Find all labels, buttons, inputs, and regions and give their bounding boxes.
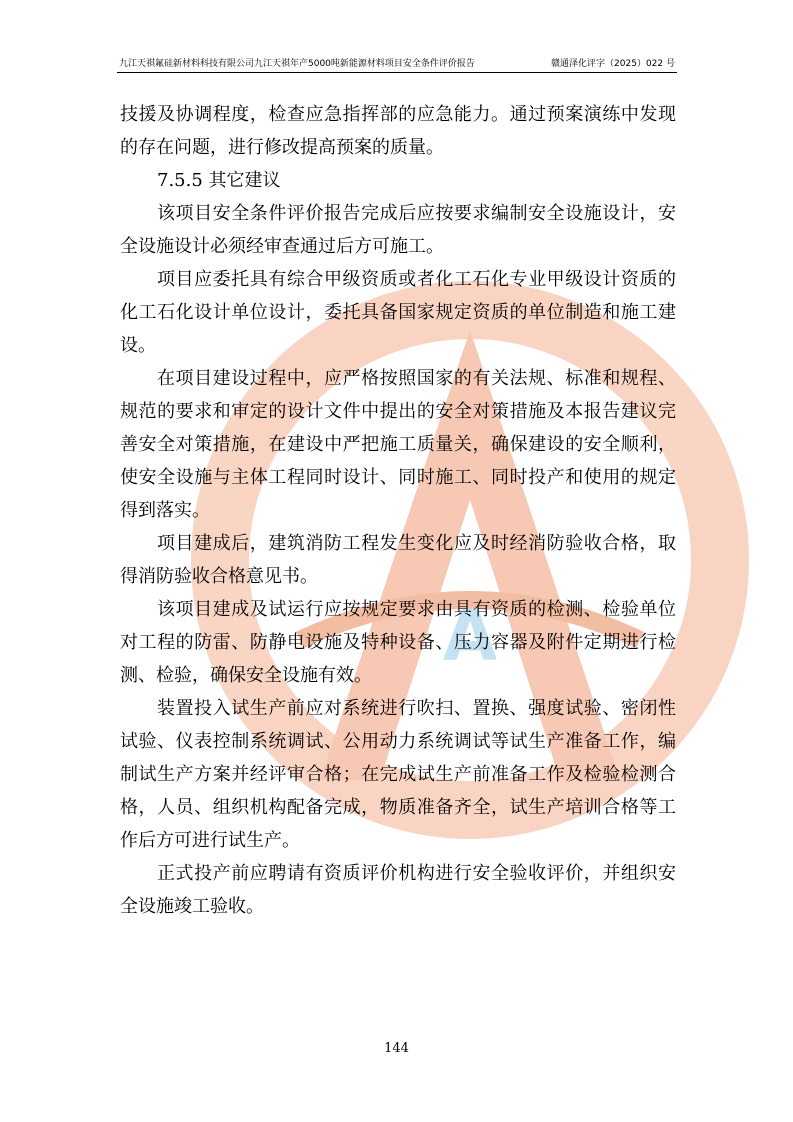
section-heading: 7.5.5 其它建议 [157, 170, 281, 191]
paragraph: 装置投入试生产前应对系统进行吹扫、置换、强度试验、密闭性试验、仪表控制系统调试、公用动力系统调试等试生产准备工作，编制试生产方案并经评审合格；在完成试生产前准备工作及检验检测合格，人员、组织机构配备完成，物质准备齐全，试生产培训合格等工作后方可进行试生产。 [120, 698, 676, 851]
paragraph: 该项目建成及试运行应按规定要求由具有资质的检测、检验单位对工程的防雷、防静电设施及特种设备、压力容器及附件定期进行检测、检验，确保安全设施有效。 [120, 599, 676, 686]
paragraph: 项目应委托具有综合甲级资质或者化工石化专业甲级设计资质的化工石化设计单位设计，委托具备国家规定资质的单位制造和施工建设。 [120, 269, 676, 356]
header-title: 九江天祺氟硅新材料科技有限公司九江天祺年产5000吨新能源材料项目安全条件评价报告 [119, 58, 475, 69]
header-divider [117, 72, 677, 73]
paragraph: 在项目建设过程中，应严格按照国家的有关法规、标准和规程、规范的要求和审定的设计文件中提出的安全对策措施及本报告建议完善安全对策措施，在建设中严把施工质量关，确保建设的安全顺利，使安全设施与主体工程同时设计、同时施工、同时投产和使用的规定得到落实。 [120, 368, 676, 521]
document-body [120, 98, 676, 923]
paragraph: 正式投产前应聘请有资质评价机构进行安全验收评价，并组织安全设施竣工验收。 [120, 863, 676, 917]
watermark-center-letters: A [442, 595, 498, 677]
paragraph-continuation: 技援及协调程度，检查应急指挥部的应急能力。通过预案演练中发现的存在问题，进行修改提高预案的质量。 [120, 104, 676, 158]
header-report-number: 赣通泽化评字（2025）022 号 [551, 58, 675, 69]
page-number: 144 [384, 1041, 409, 1056]
page-header [119, 52, 675, 72]
paragraph: 该项目安全条件评价报告完成后应按要求编制安全设施设计，安全设施设计必须经审查通过后方可施工。 [120, 203, 676, 257]
paragraph: 项目建成后，建筑消防工程发生变化应及时经消防验收合格，取得消防验收合格意见书。 [120, 533, 676, 587]
